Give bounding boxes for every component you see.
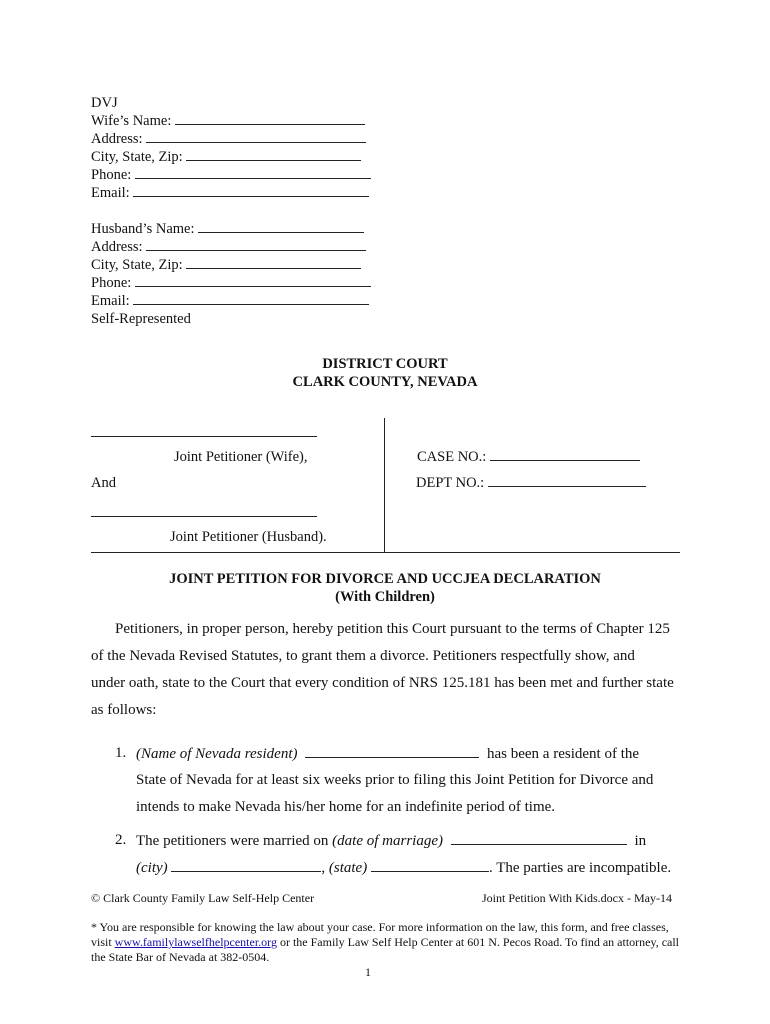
item-2-number: 2. bbox=[115, 832, 127, 848]
wife-city-line[interactable] bbox=[186, 148, 361, 161]
husband-phone-line[interactable] bbox=[135, 274, 371, 287]
case-no-line[interactable] bbox=[490, 448, 640, 461]
item-1-line-2: State of Nevada for at least six weeks prior to filing this Joint Petition for Divorce and bbox=[136, 772, 654, 788]
item-1-line-1 bbox=[136, 745, 639, 763]
wife-name-line[interactable] bbox=[175, 112, 365, 125]
item-1-number: 1. bbox=[115, 745, 127, 761]
husband-address-label: Address: bbox=[91, 239, 143, 255]
petition-title: JOINT PETITION FOR DIVORCE AND UCCJEA DECLARATION bbox=[169, 571, 601, 587]
item-2-in: in bbox=[634, 833, 647, 849]
husband-city-field[interactable] bbox=[91, 256, 361, 274]
husband-phone-label: Phone: bbox=[91, 275, 132, 291]
dept-no-label: DEPT NO.: bbox=[416, 475, 485, 491]
marriage-date-hint: (date of marriage) bbox=[332, 833, 443, 849]
wife-address-line[interactable] bbox=[146, 130, 366, 143]
husband-name-label: Husband’s Name: bbox=[91, 221, 195, 237]
wife-address-label: Address: bbox=[91, 131, 143, 147]
wife-name-field[interactable] bbox=[91, 112, 365, 130]
wife-email-field[interactable] bbox=[91, 184, 369, 202]
dept-no-line[interactable] bbox=[488, 474, 646, 487]
footer-note-line-2 bbox=[91, 935, 679, 950]
wife-signature-line[interactable] bbox=[91, 436, 317, 437]
wife-phone-field[interactable] bbox=[91, 166, 371, 184]
caption-bottom-rule bbox=[91, 552, 680, 553]
caption-divider bbox=[384, 418, 385, 552]
husband-phone-field[interactable] bbox=[91, 274, 371, 292]
husband-city-line[interactable] bbox=[186, 256, 361, 269]
husband-address-line[interactable] bbox=[146, 238, 366, 251]
footer-copyright: © Clark County Family Law Self-Help Center bbox=[91, 891, 315, 905]
wife-name-label: Wife’s Name: bbox=[91, 113, 172, 129]
wife-phone-label: Phone: bbox=[91, 167, 132, 183]
item-2-tail: . The parties are incompatible. bbox=[488, 860, 672, 876]
marriage-state-hint: (state) bbox=[328, 860, 368, 876]
self-help-link[interactable]: www.familylawselfhelpcenter.org bbox=[114, 935, 277, 949]
footer-note-rest: or the Family Law Self Help Center at 601 N. Pecos Road. To find an attorney, call bbox=[276, 935, 680, 949]
husband-city-label: City, State, Zip: bbox=[91, 257, 183, 273]
and-label: And bbox=[91, 475, 116, 491]
court-name: DISTRICT COURT bbox=[322, 356, 448, 372]
footer-note-line-1: * You are responsible for knowing the law about your case. For more information on the law, this form, and free classes, bbox=[91, 920, 669, 934]
marriage-city-line[interactable] bbox=[171, 859, 321, 872]
case-no-label: CASE NO.: bbox=[417, 449, 487, 465]
wife-phone-line[interactable] bbox=[135, 166, 371, 179]
item-2-text: The petitioners were married on bbox=[136, 833, 329, 849]
wife-email-label: Email: bbox=[91, 185, 130, 201]
resident-name-line[interactable] bbox=[305, 745, 479, 758]
item-1-line-3: intends to make Nevada his/her home for an indefinite period of time. bbox=[136, 799, 556, 815]
wife-address-field[interactable] bbox=[91, 130, 366, 148]
case-code: DVJ bbox=[91, 95, 118, 111]
husband-email-field[interactable] bbox=[91, 292, 369, 310]
husband-email-line[interactable] bbox=[133, 292, 369, 305]
case-no-field[interactable] bbox=[417, 448, 640, 466]
wife-city-field[interactable] bbox=[91, 148, 361, 166]
self-represented: Self-Represented bbox=[91, 311, 191, 327]
husband-name-line[interactable] bbox=[198, 220, 364, 233]
resident-name-hint: (Name of Nevada resident) bbox=[136, 746, 298, 762]
intro-line-4: as follows: bbox=[91, 702, 157, 718]
intro-line-1: Petitioners, in proper person, hereby petition this Court pursuant to the terms of Chapter 125 bbox=[115, 621, 670, 637]
husband-signature-line[interactable] bbox=[91, 516, 317, 517]
intro-line-2: of the Nevada Revised Statutes, to grant them a divorce. Petitioners respectfully show, and bbox=[91, 648, 635, 664]
joint-petitioner-wife: Joint Petitioner (Wife), bbox=[174, 449, 308, 465]
item-1-rest: has been a resident of the bbox=[487, 746, 640, 762]
wife-city-label: City, State, Zip: bbox=[91, 149, 183, 165]
joint-petitioner-husband: Joint Petitioner (Husband). bbox=[170, 529, 327, 545]
marriage-state-line[interactable] bbox=[371, 859, 489, 872]
item-2-line-1 bbox=[136, 832, 646, 850]
court-county: CLARK COUNTY, NEVADA bbox=[292, 374, 478, 390]
marriage-city-hint: (city) bbox=[136, 860, 168, 876]
footer-note-line-3: the State Bar of Nevada at 382-0504. bbox=[91, 950, 270, 964]
petition-subtitle: (With Children) bbox=[335, 589, 435, 605]
footer-visit: visit bbox=[91, 935, 115, 949]
husband-address-field[interactable] bbox=[91, 238, 366, 256]
dept-no-field[interactable] bbox=[416, 474, 646, 492]
marriage-date-line[interactable] bbox=[451, 832, 627, 845]
intro-line-3: under oath, state to the Court that every condition of NRS 125.181 has been met and further state bbox=[91, 675, 674, 691]
husband-email-label: Email: bbox=[91, 293, 130, 309]
footer-form-name: Joint Petition With Kids.docx - May-14 bbox=[482, 891, 672, 905]
wife-email-line[interactable] bbox=[133, 184, 369, 197]
item-2-line-2: (city) , (state) . The parties are incompatible. bbox=[136, 860, 672, 876]
husband-name-field[interactable] bbox=[91, 220, 364, 238]
page-number: 1 bbox=[365, 965, 371, 979]
